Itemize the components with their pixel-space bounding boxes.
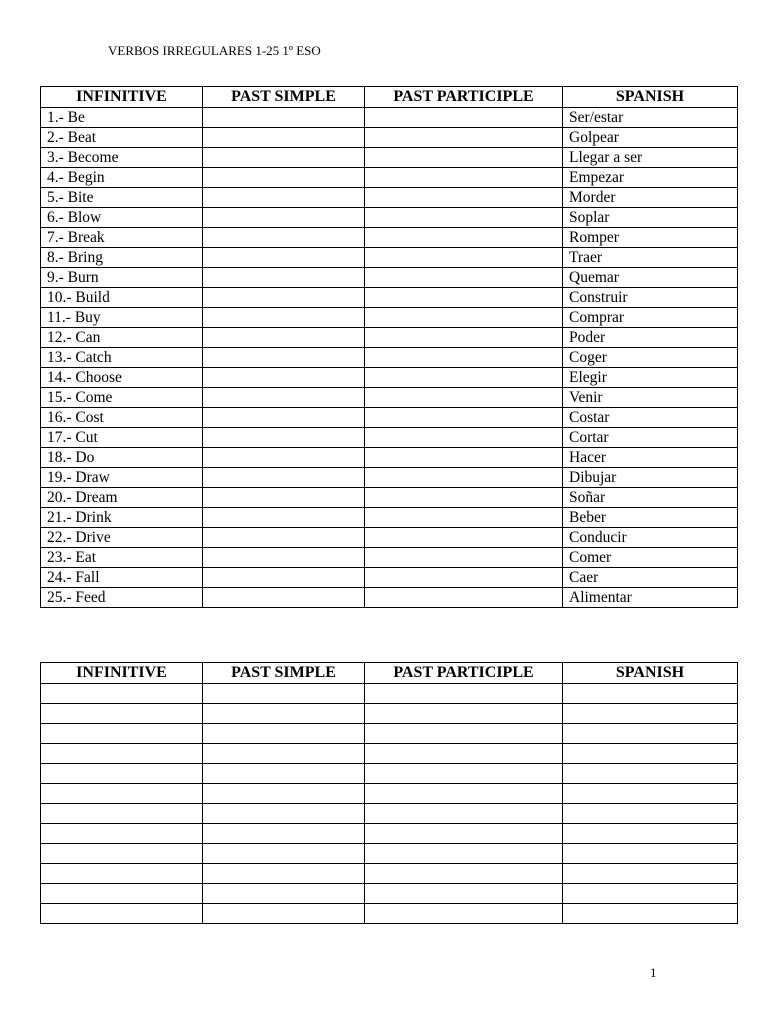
infinitive-cell: 19.- Draw <box>41 468 203 488</box>
past-participle-cell <box>365 548 563 568</box>
spanish-cell: Morder <box>563 188 738 208</box>
past-simple-cell <box>203 228 365 248</box>
past-simple-cell <box>203 864 365 884</box>
infinitive-cell <box>41 864 203 884</box>
table-row <box>41 268 738 288</box>
past-participle-cell <box>365 288 563 308</box>
infinitive-cell <box>41 744 203 764</box>
past-simple-cell <box>203 348 365 368</box>
table-row <box>41 744 738 764</box>
table-row <box>41 568 738 588</box>
past-participle-cell <box>365 268 563 288</box>
header-infinitive: INFINITIVE <box>41 87 203 108</box>
past-participle-cell <box>365 448 563 468</box>
past-participle-cell <box>365 744 563 764</box>
table-row <box>41 528 738 548</box>
past-simple-cell <box>203 508 365 528</box>
spanish-cell: Soplar <box>563 208 738 228</box>
table-row <box>41 328 738 348</box>
past-participle-cell <box>365 508 563 528</box>
past-participle-cell <box>365 784 563 804</box>
past-participle-cell <box>365 328 563 348</box>
past-simple-cell <box>203 704 365 724</box>
past-simple-cell <box>203 308 365 328</box>
past-participle-cell <box>365 388 563 408</box>
infinitive-cell: 9.- Burn <box>41 268 203 288</box>
past-participle-cell <box>365 764 563 784</box>
spanish-cell <box>563 864 738 884</box>
past-participle-cell <box>365 368 563 388</box>
past-simple-cell <box>203 428 365 448</box>
past-participle-cell <box>365 588 563 608</box>
infinitive-cell: 4.- Begin <box>41 168 203 188</box>
past-simple-cell <box>203 568 365 588</box>
infinitive-cell: 16.- Cost <box>41 408 203 428</box>
infinitive-cell: 11.- Buy <box>41 308 203 328</box>
table-row <box>41 884 738 904</box>
past-simple-cell <box>203 588 365 608</box>
past-participle-cell <box>365 684 563 704</box>
spanish-cell <box>563 904 738 924</box>
spanish-cell: Traer <box>563 248 738 268</box>
past-simple-cell <box>203 208 365 228</box>
infinitive-cell: 24.- Fall <box>41 568 203 588</box>
past-simple-cell <box>203 128 365 148</box>
past-participle-cell <box>365 428 563 448</box>
spanish-cell <box>563 824 738 844</box>
header-past-participle: PAST PARTICIPLE <box>365 663 563 684</box>
spanish-cell: Dibujar <box>563 468 738 488</box>
past-participle-cell <box>365 904 563 924</box>
infinitive-cell: 17.- Cut <box>41 428 203 448</box>
past-simple-cell <box>203 468 365 488</box>
table-row <box>41 804 738 824</box>
table-row <box>41 368 738 388</box>
spanish-cell: Beber <box>563 508 738 528</box>
table-row <box>41 488 738 508</box>
infinitive-cell: 3.- Become <box>41 148 203 168</box>
past-participle-cell <box>365 884 563 904</box>
past-simple-cell <box>203 684 365 704</box>
past-simple-cell <box>203 528 365 548</box>
irregular-verbs-table <box>40 86 738 608</box>
table-row <box>41 448 738 468</box>
past-simple-cell <box>203 388 365 408</box>
infinitive-cell <box>41 684 203 704</box>
spanish-cell <box>563 884 738 904</box>
past-participle-cell <box>365 248 563 268</box>
past-simple-cell <box>203 844 365 864</box>
table-row <box>41 548 738 568</box>
past-participle-cell <box>365 804 563 824</box>
infinitive-cell <box>41 704 203 724</box>
infinitive-cell: 23.- Eat <box>41 548 203 568</box>
past-participle-cell <box>365 108 563 128</box>
table-row <box>41 508 738 528</box>
spanish-cell: Comer <box>563 548 738 568</box>
infinitive-cell: 5.- Bite <box>41 188 203 208</box>
spanish-cell <box>563 804 738 824</box>
table-row <box>41 168 738 188</box>
spanish-cell: Costar <box>563 408 738 428</box>
header-spanish: SPANISH <box>563 87 738 108</box>
spanish-cell: Alimentar <box>563 588 738 608</box>
infinitive-cell: 20.- Dream <box>41 488 203 508</box>
past-simple-cell <box>203 368 365 388</box>
past-simple-cell <box>203 764 365 784</box>
infinitive-cell <box>41 884 203 904</box>
past-simple-cell <box>203 904 365 924</box>
past-participle-cell <box>365 528 563 548</box>
spanish-cell: Empezar <box>563 168 738 188</box>
infinitive-cell: 7.- Break <box>41 228 203 248</box>
past-participle-cell <box>365 824 563 844</box>
header-spanish: SPANISH <box>563 663 738 684</box>
past-participle-cell <box>365 488 563 508</box>
table-row <box>41 428 738 448</box>
table-row <box>41 468 738 488</box>
past-simple-cell <box>203 288 365 308</box>
past-simple-cell <box>203 804 365 824</box>
past-simple-cell <box>203 784 365 804</box>
infinitive-cell <box>41 764 203 784</box>
spanish-cell <box>563 704 738 724</box>
table-row <box>41 784 738 804</box>
past-participle-cell <box>365 348 563 368</box>
table-body <box>41 684 738 924</box>
table-row <box>41 844 738 864</box>
header-past-participle: PAST PARTICIPLE <box>365 87 563 108</box>
infinitive-cell <box>41 784 203 804</box>
past-participle-cell <box>365 844 563 864</box>
past-simple-cell <box>203 724 365 744</box>
past-participle-cell <box>365 308 563 328</box>
infinitive-cell: 8.- Bring <box>41 248 203 268</box>
table-row <box>41 904 738 924</box>
spanish-cell <box>563 844 738 864</box>
spanish-cell: Poder <box>563 328 738 348</box>
table-row <box>41 208 738 228</box>
page-number: 1 <box>650 965 657 980</box>
infinitive-cell: 2.- Beat <box>41 128 203 148</box>
past-participle-cell <box>365 408 563 428</box>
infinitive-cell <box>41 824 203 844</box>
table-row <box>41 724 738 744</box>
spanish-cell: Coger <box>563 348 738 368</box>
spanish-cell: Quemar <box>563 268 738 288</box>
spanish-cell: Romper <box>563 228 738 248</box>
table-row <box>41 308 738 328</box>
infinitive-cell: 15.- Come <box>41 388 203 408</box>
past-simple-cell <box>203 188 365 208</box>
infinitive-cell: 12.- Can <box>41 328 203 348</box>
spanish-cell: Conducir <box>563 528 738 548</box>
table-row <box>41 188 738 208</box>
table-row <box>41 408 738 428</box>
past-simple-cell <box>203 168 365 188</box>
past-simple-cell <box>203 448 365 468</box>
table-row <box>41 824 738 844</box>
past-participle-cell <box>365 468 563 488</box>
infinitive-cell: 6.- Blow <box>41 208 203 228</box>
past-simple-cell <box>203 408 365 428</box>
past-simple-cell <box>203 108 365 128</box>
table-row <box>41 588 738 608</box>
past-participle-cell <box>365 148 563 168</box>
infinitive-cell: 25.- Feed <box>41 588 203 608</box>
table-row <box>41 684 738 704</box>
spanish-cell: Hacer <box>563 448 738 468</box>
past-participle-cell <box>365 168 563 188</box>
past-simple-cell <box>203 744 365 764</box>
past-simple-cell <box>203 148 365 168</box>
infinitive-cell: 22.- Drive <box>41 528 203 548</box>
infinitive-cell: 21.- Drink <box>41 508 203 528</box>
infinitive-cell: 18.- Do <box>41 448 203 468</box>
table-row <box>41 108 738 128</box>
infinitive-cell <box>41 804 203 824</box>
blank-verbs-table <box>40 662 738 924</box>
spanish-cell: Soñar <box>563 488 738 508</box>
spanish-cell <box>563 744 738 764</box>
infinitive-cell: 10.- Build <box>41 288 203 308</box>
table-row <box>41 864 738 884</box>
past-simple-cell <box>203 824 365 844</box>
spanish-cell: Construir <box>563 288 738 308</box>
table-row <box>41 348 738 368</box>
table-row <box>41 128 738 148</box>
infinitive-cell <box>41 904 203 924</box>
past-simple-cell <box>203 548 365 568</box>
spanish-cell <box>563 764 738 784</box>
infinitive-cell <box>41 844 203 864</box>
past-participle-cell <box>365 704 563 724</box>
header-infinitive: INFINITIVE <box>41 663 203 684</box>
spanish-cell <box>563 724 738 744</box>
spanish-cell: Llegar a ser <box>563 148 738 168</box>
past-participle-cell <box>365 568 563 588</box>
spanish-cell: Golpear <box>563 128 738 148</box>
spanish-cell <box>563 784 738 804</box>
past-simple-cell <box>203 488 365 508</box>
table-row <box>41 764 738 784</box>
table-header-row <box>41 663 738 684</box>
spanish-cell: Ser/estar <box>563 108 738 128</box>
infinitive-cell: 14.- Choose <box>41 368 203 388</box>
spanish-cell: Cortar <box>563 428 738 448</box>
document-title: VERBOS IRREGULARES 1-25 1º ESO <box>108 43 321 58</box>
table-row <box>41 388 738 408</box>
past-participle-cell <box>365 188 563 208</box>
past-simple-cell <box>203 248 365 268</box>
spanish-cell: Elegir <box>563 368 738 388</box>
spanish-cell: Venir <box>563 388 738 408</box>
table-row <box>41 228 738 248</box>
infinitive-cell <box>41 724 203 744</box>
past-participle-cell <box>365 228 563 248</box>
past-participle-cell <box>365 128 563 148</box>
table-row <box>41 248 738 268</box>
past-simple-cell <box>203 884 365 904</box>
past-participle-cell <box>365 208 563 228</box>
past-participle-cell <box>365 864 563 884</box>
infinitive-cell: 13.- Catch <box>41 348 203 368</box>
header-past-simple: PAST SIMPLE <box>203 87 365 108</box>
spanish-cell <box>563 684 738 704</box>
past-simple-cell <box>203 328 365 348</box>
table-body <box>41 108 738 608</box>
table-row <box>41 288 738 308</box>
header-past-simple: PAST SIMPLE <box>203 663 365 684</box>
table-row <box>41 704 738 724</box>
past-participle-cell <box>365 724 563 744</box>
table-row <box>41 148 738 168</box>
past-simple-cell <box>203 268 365 288</box>
spanish-cell: Caer <box>563 568 738 588</box>
infinitive-cell: 1.- Be <box>41 108 203 128</box>
table-header-row <box>41 87 738 108</box>
spanish-cell: Comprar <box>563 308 738 328</box>
